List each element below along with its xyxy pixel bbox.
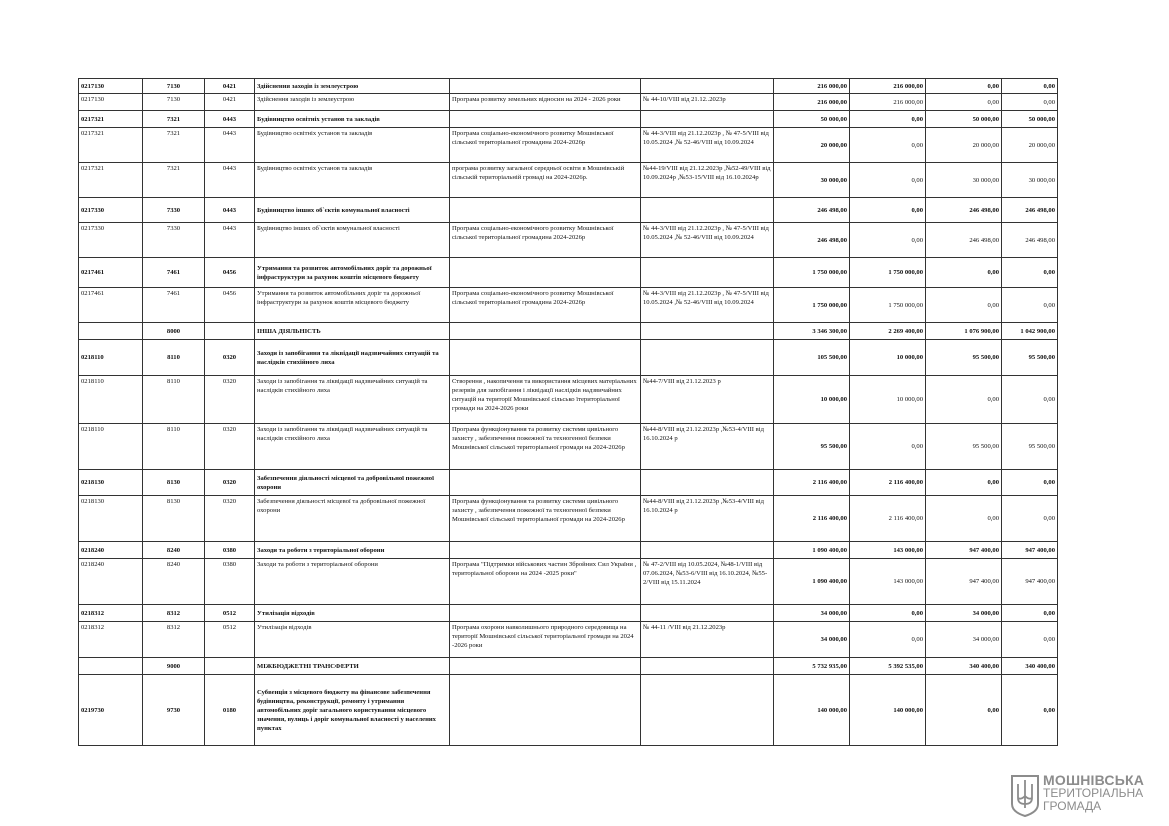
cell-general-fund: 216 000,00 (850, 94, 926, 111)
cell-name: Здійснення заходів із землеустрою (255, 79, 450, 94)
cell-general-fund: 216 000,00 (850, 79, 926, 94)
cell-special-fund: 246 498,00 (926, 198, 1002, 223)
cell-tpkv: 8312 (143, 605, 205, 622)
cell-kfk: 0443 (205, 163, 255, 198)
cell-name: Заходи та роботи з територіальної оборони (255, 542, 450, 559)
cell-special-fund: 34 000,00 (926, 622, 1002, 658)
cell-decision: № 44-10/VIII від 21.12..2023р (641, 94, 774, 111)
cell-special-fund: 0,00 (926, 258, 1002, 288)
table-row-total (79, 658, 1058, 675)
cell-program: Програма соціально-економічного розвитку Мошнівської сільської територіальної громадина 2024-2026р (450, 128, 641, 163)
cell-tpkv: 8110 (143, 340, 205, 376)
logo-line-1: МОШНІВСЬКА (1043, 772, 1145, 788)
cell-decision (641, 340, 774, 376)
table-row-total (79, 323, 1058, 340)
table-row-total (79, 111, 1058, 128)
cell-general-fund: 2 116 400,00 (850, 470, 926, 496)
cell-name: Утилізація відходів (255, 605, 450, 622)
cell-total: 216 000,00 (774, 79, 850, 94)
cell-program (450, 340, 641, 376)
cell-kfk: 0380 (205, 542, 255, 559)
cell-tpkv: 8130 (143, 470, 205, 496)
table-row-total (79, 470, 1058, 496)
cell-total: 34 000,00 (774, 605, 850, 622)
cell-program (450, 323, 641, 340)
logo-line-2: ТЕРИТОРІАЛЬНА (1043, 786, 1144, 800)
table-row-total (79, 675, 1058, 746)
cell-kfk: 0456 (205, 258, 255, 288)
cell-kfk (205, 658, 255, 675)
cell-general-fund: 140 000,00 (850, 675, 926, 746)
cell-tpkv: 7321 (143, 163, 205, 198)
cell-general-fund: 143 000,00 (850, 559, 926, 605)
cell-kpk (79, 323, 143, 340)
cell-tpkv: 7130 (143, 94, 205, 111)
cell-general-fund: 0,00 (850, 424, 926, 470)
cell-decision (641, 111, 774, 128)
cell-name: Будівництво освітніх установ та закладів (255, 111, 450, 128)
cell-tpkv: 9000 (143, 658, 205, 675)
cell-program: Створення , накопичення та використання місцевих матеріальних резервів для запобігання і ліквідації наслідків надзвичайних ситуацій на території Мошнівської сільсько їтериторіальної громади на 2024-2026 роки (450, 376, 641, 424)
cell-tpkv: 7130 (143, 79, 205, 94)
cell-general-fund: 1 750 000,00 (850, 288, 926, 323)
cell-total: 34 000,00 (774, 622, 850, 658)
cell-total: 20 000,00 (774, 128, 850, 163)
cell-total: 246 498,00 (774, 223, 850, 258)
cell-total: 30 000,00 (774, 163, 850, 198)
budget-table (78, 78, 1058, 746)
cell-development-budget: 1 042 900,00 (1002, 323, 1058, 340)
cell-general-fund: 2 116 400,00 (850, 496, 926, 542)
cell-special-fund: 20 000,00 (926, 128, 1002, 163)
cell-special-fund: 0,00 (926, 79, 1002, 94)
cell-total: 50 000,00 (774, 111, 850, 128)
cell-development-budget: 0,00 (1002, 470, 1058, 496)
cell-total: 5 732 935,00 (774, 658, 850, 675)
cell-decision (641, 323, 774, 340)
cell-special-fund: 30 000,00 (926, 163, 1002, 198)
cell-general-fund: 0,00 (850, 223, 926, 258)
cell-general-fund: 0,00 (850, 622, 926, 658)
cell-total: 216 000,00 (774, 94, 850, 111)
cell-tpkv: 8240 (143, 542, 205, 559)
cell-decision (641, 198, 774, 223)
cell-tpkv: 7461 (143, 258, 205, 288)
cell-general-fund: 10 000,00 (850, 340, 926, 376)
cell-program (450, 542, 641, 559)
table-row (79, 128, 1058, 163)
cell-kfk (205, 323, 255, 340)
cell-total: 3 346 300,00 (774, 323, 850, 340)
table-row-total (79, 198, 1058, 223)
cell-kfk: 0180 (205, 675, 255, 746)
cell-kfk: 0512 (205, 605, 255, 622)
cell-tpkv: 8312 (143, 622, 205, 658)
cell-name: Утримання та розвиток автомобільних доріг та дорожньої інфраструктури за рахунок коштів місцевого бюджету (255, 258, 450, 288)
cell-program: Програма розвитку земельних відносин на 2024 - 2026 роки (450, 94, 641, 111)
cell-tpkv: 8130 (143, 496, 205, 542)
cell-general-fund: 5 392 535,00 (850, 658, 926, 675)
cell-tpkv: 7321 (143, 128, 205, 163)
cell-development-budget: 246 498,00 (1002, 223, 1058, 258)
table-row-total (79, 605, 1058, 622)
cell-kpk: 0218240 (79, 542, 143, 559)
cell-kpk: 0218312 (79, 605, 143, 622)
cell-total: 2 116 400,00 (774, 470, 850, 496)
cell-development-budget: 0,00 (1002, 288, 1058, 323)
cell-special-fund: 0,00 (926, 288, 1002, 323)
cell-total: 95 500,00 (774, 424, 850, 470)
cell-development-budget: 246 498,00 (1002, 198, 1058, 223)
cell-development-budget: 340 400,00 (1002, 658, 1058, 675)
cell-program: Програма соціально-економічного розвитку Мошнівської сільської територіальної громадина 2024-2026р (450, 288, 641, 323)
cell-kpk: 0217130 (79, 79, 143, 94)
cell-kpk: 0218110 (79, 424, 143, 470)
cell-kpk: 0218312 (79, 622, 143, 658)
cell-development-budget: 0,00 (1002, 622, 1058, 658)
table-row (79, 223, 1058, 258)
cell-kfk: 0380 (205, 559, 255, 605)
cell-decision (641, 542, 774, 559)
cell-total: 246 498,00 (774, 198, 850, 223)
cell-development-budget: 20 000,00 (1002, 128, 1058, 163)
cell-general-fund: 10 000,00 (850, 376, 926, 424)
cell-total: 1 090 400,00 (774, 559, 850, 605)
cell-general-fund: 0,00 (850, 605, 926, 622)
cell-general-fund: 2 269 400,00 (850, 323, 926, 340)
cell-development-budget: 0,00 (1002, 605, 1058, 622)
cell-program: Програма охорони навколишнього природного середовища на території Мошнівської сільської територіальної громади на 2024 -2026 роки (450, 622, 641, 658)
cell-general-fund: 0,00 (850, 163, 926, 198)
table-row-total (79, 258, 1058, 288)
cell-special-fund: 95 500,00 (926, 340, 1002, 376)
cell-kfk: 0320 (205, 376, 255, 424)
cell-development-budget: 50 000,00 (1002, 111, 1058, 128)
cell-program (450, 605, 641, 622)
cell-kpk (79, 658, 143, 675)
cell-kpk: 0218130 (79, 496, 143, 542)
cell-name: Будівництво освітніх установ та закладів (255, 128, 450, 163)
cell-development-budget: 0,00 (1002, 79, 1058, 94)
cell-program (450, 258, 641, 288)
cell-tpkv: 8000 (143, 323, 205, 340)
cell-kfk: 0320 (205, 424, 255, 470)
cell-total: 105 500,00 (774, 340, 850, 376)
cell-special-fund: 0,00 (926, 496, 1002, 542)
cell-kpk: 0217321 (79, 163, 143, 198)
cell-tpkv: 8240 (143, 559, 205, 605)
cell-program: Програма "Підтримки військових частин Збройних Сил України , територіальної оборони на 2024 -2025 роки" (450, 559, 641, 605)
cell-development-budget: 0,00 (1002, 496, 1058, 542)
cell-total: 140 000,00 (774, 675, 850, 746)
cell-special-fund: 0,00 (926, 675, 1002, 746)
cell-tpkv: 7330 (143, 198, 205, 223)
cell-special-fund: 0,00 (926, 376, 1002, 424)
cell-total: 10 000,00 (774, 376, 850, 424)
cell-tpkv: 8110 (143, 376, 205, 424)
cell-general-fund: 0,00 (850, 111, 926, 128)
cell-tpkv: 8110 (143, 424, 205, 470)
cell-program (450, 79, 641, 94)
table-row (79, 622, 1058, 658)
cell-decision: № 44-3/VIII від 21.12.2023р , № 47-5/VIII від 10.05.2024 ,№ 52-46/VIII від 10.09.2024 (641, 223, 774, 258)
cell-kpk: 0219730 (79, 675, 143, 746)
community-logo (1010, 772, 1160, 820)
cell-kfk: 0443 (205, 111, 255, 128)
cell-name: Здійснення заходів із землеустрою (255, 94, 450, 111)
cell-special-fund: 50 000,00 (926, 111, 1002, 128)
cell-general-fund: 1 750 000,00 (850, 258, 926, 288)
cell-tpkv: 7321 (143, 111, 205, 128)
cell-kfk: 0512 (205, 622, 255, 658)
cell-total: 1 750 000,00 (774, 258, 850, 288)
cell-tpkv: 7330 (143, 223, 205, 258)
cell-special-fund: 340 400,00 (926, 658, 1002, 675)
table-row-total (79, 79, 1058, 94)
cell-development-budget: 95 500,00 (1002, 340, 1058, 376)
cell-development-budget: 0,00 (1002, 258, 1058, 288)
cell-name: Утримання та розвиток автомобільних доріг та дорожньої інфраструктури за рахунок коштів місцевого бюджету (255, 288, 450, 323)
table-row-total (79, 340, 1058, 376)
cell-development-budget: 30 000,00 (1002, 163, 1058, 198)
cell-kfk: 0443 (205, 223, 255, 258)
cell-program: Програма функціонування та розвитку системи цивільного захисту , забезпечення пожежної та техногенної безпеки Мошнівської сільської територіальної громади на 2024-2026р (450, 424, 641, 470)
cell-decision: №44-8/VIII від 21.12.2023р ,№53-4/VIII від 16.10.2024 р (641, 424, 774, 470)
cell-special-fund: 947 400,00 (926, 542, 1002, 559)
cell-development-budget: 0,00 (1002, 376, 1058, 424)
cell-kpk: 0217461 (79, 258, 143, 288)
cell-kfk: 0443 (205, 198, 255, 223)
cell-special-fund: 0,00 (926, 470, 1002, 496)
cell-decision: № 44-3/VIII від 21.12.2023р , № 47-5/VIII від 10.05.2024 ,№ 52-46/VIII від 10.09.2024 (641, 128, 774, 163)
logo-line-3: ГРОМАДА (1043, 799, 1102, 813)
cell-program (450, 658, 641, 675)
cell-kpk: 0217330 (79, 198, 143, 223)
cell-name: Утилізація відходів (255, 622, 450, 658)
cell-kpk: 0217321 (79, 128, 143, 163)
cell-general-fund: 0,00 (850, 198, 926, 223)
cell-decision (641, 675, 774, 746)
cell-development-budget: 0,00 (1002, 94, 1058, 111)
cell-development-budget: 947 400,00 (1002, 542, 1058, 559)
table-row-total (79, 542, 1058, 559)
cell-special-fund: 1 076 900,00 (926, 323, 1002, 340)
cell-tpkv: 9730 (143, 675, 205, 746)
cell-name: Будівництво інших об`єктів комунальної власності (255, 223, 450, 258)
table-row (79, 496, 1058, 542)
logo-text (1043, 774, 1144, 813)
cell-name: Будівництво освітніх установ та закладів (255, 163, 450, 198)
cell-kpk: 0218110 (79, 340, 143, 376)
cell-kpk: 0217321 (79, 111, 143, 128)
cell-kfk: 0443 (205, 128, 255, 163)
cell-decision: №44-7/VIII від 21.12.2023 р (641, 376, 774, 424)
cell-name: МІЖБЮДЖЕТНІ ТРАНСФЕРТИ (255, 658, 450, 675)
cell-program (450, 675, 641, 746)
cell-kpk: 0217330 (79, 223, 143, 258)
cell-development-budget: 947 400,00 (1002, 559, 1058, 605)
cell-kpk: 0217130 (79, 94, 143, 111)
cell-decision (641, 605, 774, 622)
cell-kpk: 0218110 (79, 376, 143, 424)
cell-special-fund: 947 400,00 (926, 559, 1002, 605)
trident-emblem-icon (1010, 774, 1040, 818)
cell-program: Програма соціально-економічного розвитку Мошнівської сільської територіальної громадина 2024-2026р (450, 223, 641, 258)
cell-general-fund: 0,00 (850, 128, 926, 163)
cell-decision: № 47-2/VIII від 10.05.2024, №48-1/VIII від 07.06.2024, №53-6/VIII від 16.10.2024, №55-2/VIII від 15.11.2024 (641, 559, 774, 605)
cell-total: 1 090 400,00 (774, 542, 850, 559)
cell-decision (641, 658, 774, 675)
cell-total: 1 750 000,00 (774, 288, 850, 323)
cell-total: 2 116 400,00 (774, 496, 850, 542)
cell-program: програма розвитку загальної середньої освіти в Мошнівській сільській територіальній громаді на 2024-2026р. (450, 163, 641, 198)
cell-special-fund: 95 500,00 (926, 424, 1002, 470)
cell-decision: № 44-3/VIII від 21.12.2023р , № 47-5/VIII від 10.05.2024 ,№ 52-46/VIII від 10.09.2024 (641, 288, 774, 323)
cell-name: Субвенція з місцевого бюджету на фінансове забезпечення будівництва, реконструкції, ремонту і утримання автомобільних доріг загального користування місцевого значення, вулиць і доріг комунальної власності у населених пунктах (255, 675, 450, 746)
cell-name: Заходи із запобігання та ліквідації надзвичайних ситуацій та наслідків стихійного лиха (255, 340, 450, 376)
cell-kpk: 0218130 (79, 470, 143, 496)
cell-name: Забезпечення діяльності місцевої та добровільної пожежної охорони (255, 496, 450, 542)
cell-special-fund: 34 000,00 (926, 605, 1002, 622)
cell-kfk: 0320 (205, 470, 255, 496)
cell-name: Заходи та роботи з територіальної оборони (255, 559, 450, 605)
cell-program: Програма функціонування та розвитку системи цивільного захисту , забезпечення пожежної та техногенної безпеки Мошнівської сільської територіальної громади на 2024-2026р (450, 496, 641, 542)
cell-kfk: 0456 (205, 288, 255, 323)
cell-name: Будівництво інших об`єктів комунальної власності (255, 198, 450, 223)
budget-table-page (78, 78, 1057, 746)
cell-program (450, 111, 641, 128)
cell-decision (641, 258, 774, 288)
cell-kfk: 0421 (205, 79, 255, 94)
cell-name: Заходи із запобігання та ліквідації надзвичайних ситуацій та наслідків стихійного лиха (255, 424, 450, 470)
table-row (79, 376, 1058, 424)
cell-decision: №44-19/VIII від 21.12.2023р ,№52-49/VIII від 10.09.2024р ,№53-15/VIII від 16.10.2024р (641, 163, 774, 198)
cell-kfk: 0320 (205, 340, 255, 376)
cell-kfk: 0320 (205, 496, 255, 542)
cell-general-fund: 143 000,00 (850, 542, 926, 559)
cell-program (450, 198, 641, 223)
table-row (79, 559, 1058, 605)
cell-special-fund: 0,00 (926, 94, 1002, 111)
budget-table-body (79, 79, 1058, 746)
cell-kpk: 0217461 (79, 288, 143, 323)
cell-development-budget: 0,00 (1002, 675, 1058, 746)
cell-decision: №44-8/VIII від 21.12.2023р ,№53-4/VIII від 16.10.2024 р (641, 496, 774, 542)
cell-kpk: 0218240 (79, 559, 143, 605)
cell-name: Заходи із запобігання та ліквідації надзвичайних ситуацій та наслідків стихійного лиха (255, 376, 450, 424)
cell-development-budget: 95 500,00 (1002, 424, 1058, 470)
table-row (79, 424, 1058, 470)
cell-decision (641, 470, 774, 496)
table-row (79, 94, 1058, 111)
cell-decision: № 44-11 /VIII від 21.12.2023р (641, 622, 774, 658)
cell-decision (641, 79, 774, 94)
cell-name: Забезпечення діяльності місцевої та добровільної пожежної охорони (255, 470, 450, 496)
cell-program (450, 470, 641, 496)
cell-name: ІНША ДІЯЛЬНІСТЬ (255, 323, 450, 340)
table-row (79, 163, 1058, 198)
cell-special-fund: 246 498,00 (926, 223, 1002, 258)
cell-kfk: 0421 (205, 94, 255, 111)
table-row (79, 288, 1058, 323)
cell-tpkv: 7461 (143, 288, 205, 323)
